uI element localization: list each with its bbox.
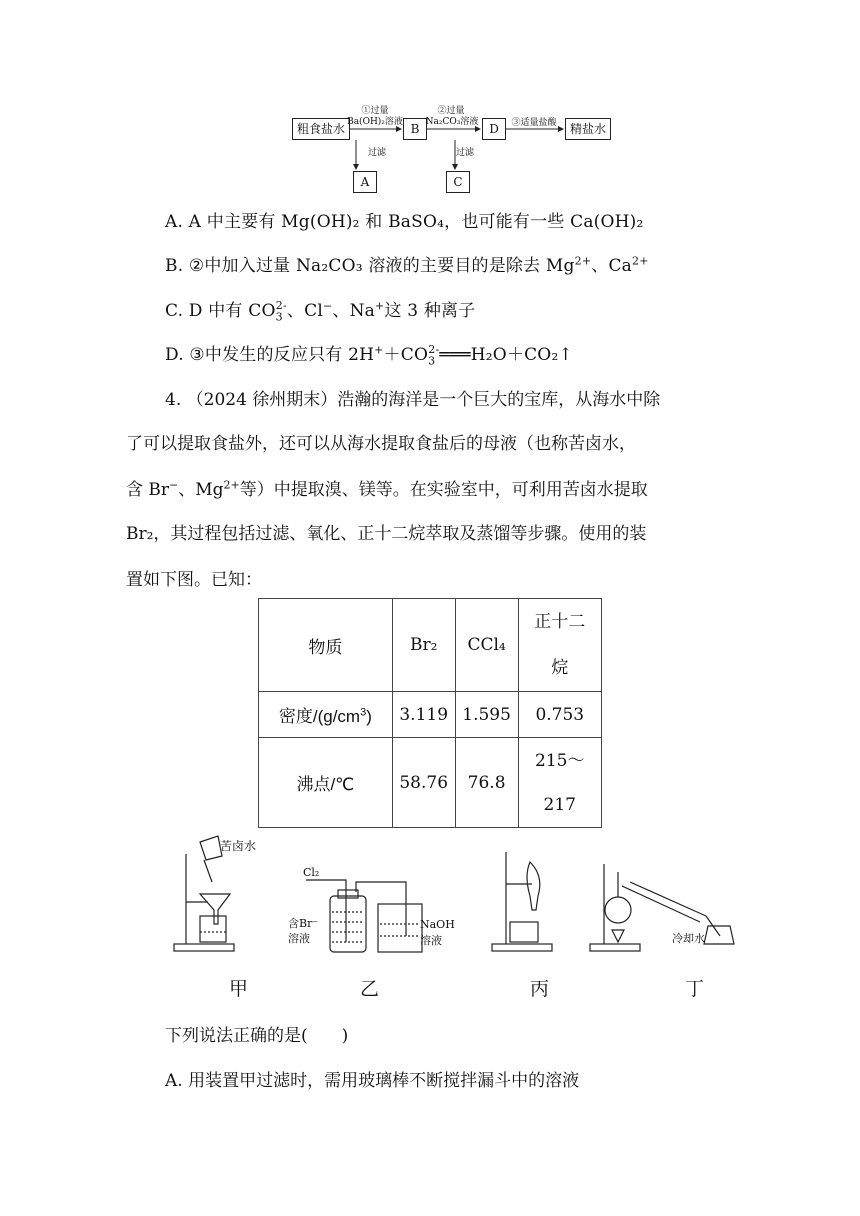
option-b: B. ②中加入过量 Na₂CO₃ 溶液的主要目的是除去 $Mg^{2+}$、$Ca^{2+}$ <box>165 254 649 276</box>
label-naoh2: 溶液 <box>420 934 442 947</box>
table-cell: 1.595 <box>455 692 518 738</box>
flow-step3-label: ③适量盐酸 <box>511 118 557 128</box>
table-header-row <box>259 599 602 692</box>
table-cell: 215～ 217 <box>518 738 601 828</box>
option-d: D. ③中发生的反应只有 $2H^++CO_3^{2-}═══H_2O+CO_2↑$ <box>165 343 573 368</box>
label-cl2: Cl₂ <box>303 866 320 879</box>
q4-line5: 置如下图。已知： <box>126 570 262 590</box>
flow-box-c: C <box>446 171 470 193</box>
q4-line1: 4. （2024 徐州期末）浩瀚的海洋是一个巨大的宝库，从海水中除 <box>165 390 661 410</box>
option-c: C. D 中有 $CO_3^{2-}$、Cl−、Na+这 3 种离子 <box>165 299 476 324</box>
table-cell: 58.76 <box>392 738 455 828</box>
q4-line4: Br₂，其过程包括过滤、氧化、正十二烷萃取及蒸馏等步骤。使用的装 <box>126 524 647 544</box>
flow-arrows <box>0 0 860 200</box>
flow-box-d: D <box>482 118 506 140</box>
table-header-substance: 物质 <box>259 599 393 692</box>
flow-filter2-label: 过滤 <box>455 148 474 158</box>
flow-step2-label-top: ②过量 <box>437 106 465 116</box>
flow-filter1-label: 过滤 <box>367 148 386 158</box>
apparatus-ding <box>590 864 734 951</box>
caption-jia: 甲 <box>229 978 249 1000</box>
table-cell-bp-label: 沸点/℃ <box>259 738 393 828</box>
flow-step1-label-top: ①过量 <box>361 106 389 116</box>
properties-table <box>258 598 602 828</box>
table-cell-density-label: 密度$/(g/cm^3)$ <box>259 692 393 738</box>
caption-yi: 乙 <box>360 978 380 1000</box>
apparatus-bing <box>492 852 552 951</box>
answer-option-a: A. 用装置甲过滤时，需用玻璃棒不断搅拌漏斗中的溶液 <box>165 1071 580 1091</box>
flow-box-refined-brine: 精盐水 <box>565 118 611 140</box>
label-bittern: 苦卤水 <box>220 839 257 853</box>
label-cooling-water: 冷却水 <box>672 932 705 945</box>
table-row <box>259 738 602 828</box>
q4-line2: 了可以提取食盐外，还可以从海水提取食盐后的母液（也称苦卤水， <box>126 434 636 454</box>
caption-ding: 丁 <box>685 978 705 1000</box>
flow-box-b: B <box>403 118 427 140</box>
table-cell: 0.753 <box>518 692 601 738</box>
label-br-solution: 含Br⁻ <box>288 917 319 930</box>
table-header-br2: Br₂ <box>392 599 455 692</box>
question-prompt: 下列说法正确的是( ) <box>165 1026 349 1046</box>
table-cell: 76.8 <box>455 738 518 828</box>
table-cell: 3.119 <box>392 692 455 738</box>
caption-bing: 丙 <box>530 978 550 1000</box>
table-row <box>259 692 602 738</box>
apparatus-yi <box>306 880 422 952</box>
label-naoh: NaOH <box>420 918 455 931</box>
option-a: A. A 中主要有 Mg(OH)₂ 和 BaSO₄，也可能有一些 Ca(OH)₂ <box>165 212 644 232</box>
flow-step2-label-bottom: Na₂CO₃溶液 <box>425 117 479 127</box>
flow-box-crude-brine: 粗食盐水 <box>292 118 350 140</box>
q4-line3: 含 Br−、$Mg^{2+}$等）中提取溴、镁等。在实验室中，可利用苦卤水提取 <box>126 478 648 500</box>
table-header-dodecane: 正十二 烷 <box>518 599 601 692</box>
flow-step1-label-bottom: Ba(OH)₂溶液 <box>347 117 403 127</box>
table-header-ccl4: CCl₄ <box>455 599 518 692</box>
label-br-solution2: 溶液 <box>288 932 310 945</box>
flow-box-a: A <box>353 171 377 193</box>
